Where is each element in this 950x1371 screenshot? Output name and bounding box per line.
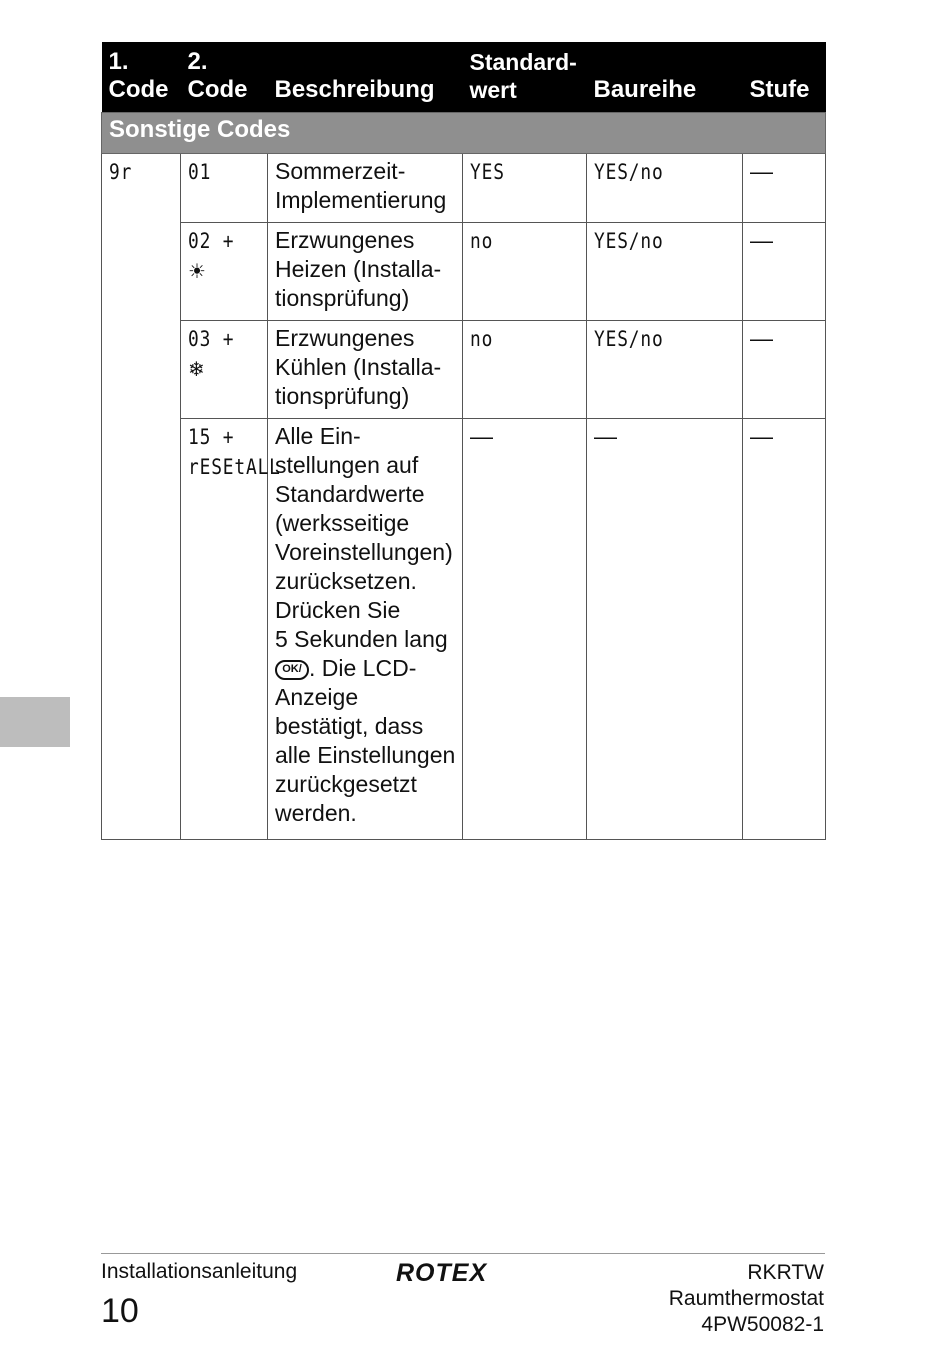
baureihe-cell: YES/no (587, 154, 743, 223)
first-code: 9r (109, 160, 133, 184)
header-code1: 1. Code (102, 42, 181, 113)
stufe-cell: — (743, 321, 826, 419)
second-code-cell: 03 + ❄ (181, 321, 268, 419)
footer-divider (101, 1253, 825, 1254)
description-cell: Erzwungenes Heizen (Installa- tionsprüfung) (268, 223, 463, 321)
footer-doc-type: Installationsanleitung (101, 1260, 298, 1283)
codes-table (101, 42, 826, 840)
standard-cell: — (463, 419, 587, 840)
table-row (102, 223, 826, 321)
description-cell: Erzwungenes Kühlen (Installa- tionsprüfung) (268, 321, 463, 419)
stufe-cell: — (743, 154, 826, 223)
snowflake-icon: ❄ (188, 359, 205, 381)
ok-button-icon: OK/ (275, 660, 309, 680)
standard-cell: no (463, 321, 587, 419)
baureihe-cell: — (587, 419, 743, 840)
section-row (102, 113, 826, 154)
header-baureihe: Baureihe (587, 42, 743, 113)
sun-icon: ☀ (188, 261, 206, 283)
stufe-cell: — (743, 223, 826, 321)
baureihe-cell: YES/no (587, 223, 743, 321)
page-number: 10 (101, 1292, 139, 1330)
second-code-cell: 02 + ☀ (181, 223, 268, 321)
description-cell: Sommerzeit- Implementierung (268, 154, 463, 223)
baureihe-cell: YES/no (587, 321, 743, 419)
description-cell: Alle Ein- stellungen auf Standardwerte (werksseitige Voreinstellungen) zurücksetzen. Drücken Sie 5 Sekunden lang OK/ . Die LCD- Anzeige bestätigt, dass alle Einstellungen zurückgesetzt werden. (268, 419, 463, 840)
header-beschreibung: Beschreibung (268, 42, 463, 113)
table-row (102, 154, 826, 223)
standard-cell: no (463, 223, 587, 321)
header-stufe: Stufe (743, 42, 826, 113)
table-row (102, 321, 826, 419)
second-code-cell: 01 (181, 154, 268, 223)
first-code-cell (102, 154, 181, 840)
second-code-cell: 15 + rESEtALL (181, 419, 268, 840)
standard-cell: YES (463, 154, 587, 223)
header-code2: 2. Code (181, 42, 268, 113)
stufe-cell: — (743, 419, 826, 840)
header-row (102, 42, 826, 113)
footer-product-info: RKRTW Raumthermostat 4PW50082-1 (668, 1261, 824, 1336)
header-standardwert: Standard- wert (463, 42, 587, 113)
rotex-logo: ROTEX (396, 1259, 488, 1287)
section-title: Sonstige Codes (102, 113, 826, 154)
table-row (102, 419, 826, 840)
side-tab-marker (0, 697, 70, 747)
